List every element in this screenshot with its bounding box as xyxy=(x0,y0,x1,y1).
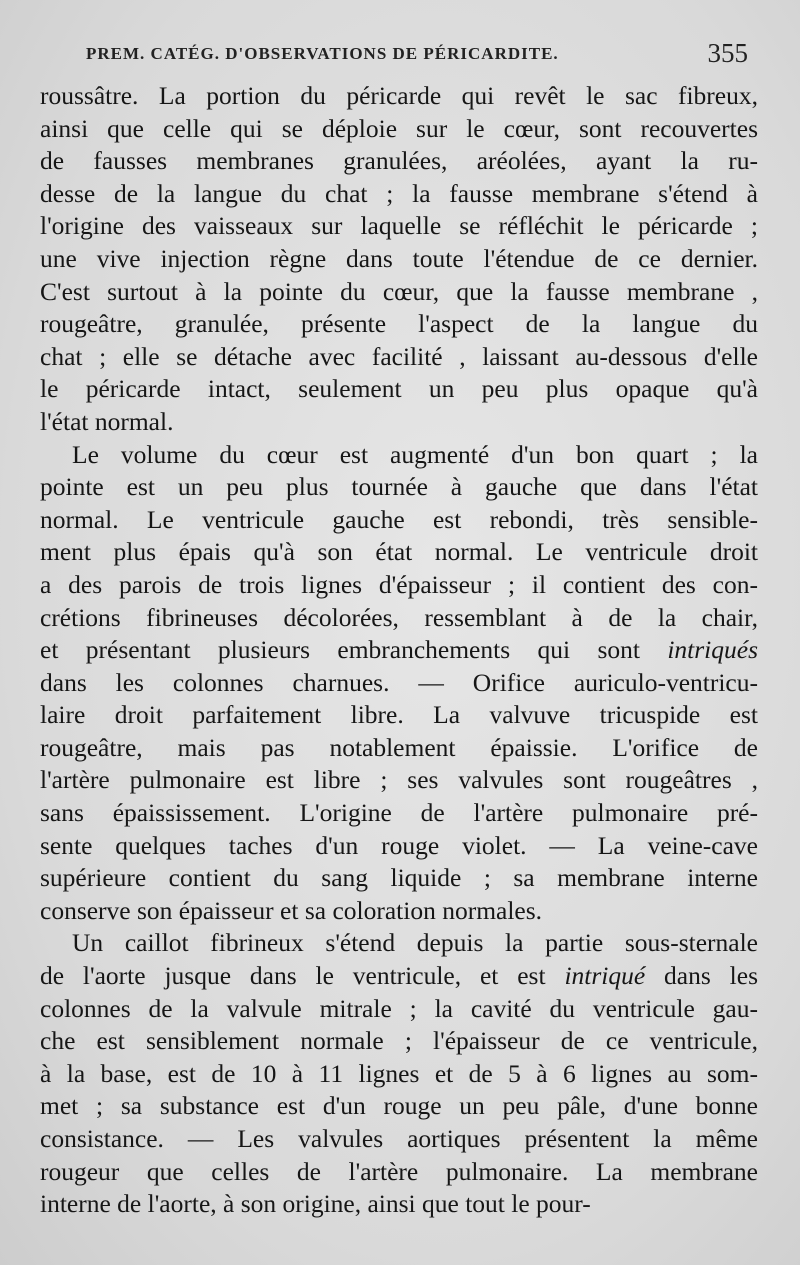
text-line: ainsi que celle qui se déploie sur le cœur, sont recouvertes xyxy=(40,113,758,143)
text-line: Un caillot fibrineux s'étend depuis la partie sous-sternale xyxy=(72,928,758,958)
text-line: sente quelques taches d'un rouge violet. — La veine-cave xyxy=(40,830,758,860)
text-line: roussâtre. La portion du péricarde qui revêt le sac fibreux, xyxy=(40,81,758,110)
text-line: rougeâtre, granulée, présente l'aspect de la langue du xyxy=(40,309,758,339)
text-line: C'est surtout à la pointe du cœur, que la fausse membrane , xyxy=(40,276,758,306)
text-line: l'artère pulmonaire est libre ; ses valvules sont rougeâtres , xyxy=(40,765,758,795)
text-line: de l'aorte jusque dans le ventricule, et est intriqué dans les xyxy=(40,961,758,991)
text-line: ment plus épais qu'à son état normal. Le ventricule droit xyxy=(40,537,758,567)
running-head: PREM. CATÉG. D'OBSERVATIONS DE PÉRICARDITE. xyxy=(86,44,559,63)
body-text xyxy=(40,80,758,1221)
text-line: rougeâtre, mais pas notablement épaissie. L'orifice de xyxy=(40,732,758,762)
text-line: l'origine des vaisseaux sur laquelle se réfléchit le péricarde ; xyxy=(40,211,758,241)
text-line: à la base, est de 10 à 11 lignes et de 5 à 6 lignes au som- xyxy=(40,1058,758,1088)
text-line: met ; sa substance est d'un rouge un peu pâle, d'une bonne xyxy=(40,1091,758,1121)
text-line: rougeur que celles de l'artère pulmonaire. La membrane xyxy=(40,1156,758,1186)
text-line: et présentant plusieurs embranchements qui sont intriqués xyxy=(40,635,758,665)
text-line: une vive injection règne dans toute l'étendue de ce dernier. xyxy=(40,243,758,273)
text-line: crétions fibrineuses décolorées, ressemblant à de la chair, xyxy=(40,602,758,632)
text-line: supérieure contient du sang liquide ; sa membrane interne xyxy=(40,863,758,893)
text-line: l'état normal. xyxy=(40,406,174,436)
text-line: Le volume du cœur est augmenté d'un bon quart ; la xyxy=(72,439,758,469)
text-line: a des parois de trois lignes d'épaisseur ; il contient des con- xyxy=(40,569,758,599)
text-line: le péricarde intact, seulement un peu plus opaque qu'à xyxy=(40,374,758,404)
text-line: laire droit parfaitement libre. La valvuve tricuspide est xyxy=(40,700,758,730)
text-line: che est sensiblement normale ; l'épaisseur de ce ventricule, xyxy=(40,1026,758,1056)
text-line: desse de la langue du chat ; la fausse membrane s'étend à xyxy=(40,178,758,208)
text-line: dans les colonnes charnues. — Orifice auriculo-ventricu- xyxy=(40,667,758,697)
paragraph xyxy=(40,80,758,439)
text-line: de fausses membranes granulées, aréolées, ayant la ru- xyxy=(40,146,758,176)
text-line: interne de l'aorte, à son origine, ainsi que tout le pour- xyxy=(40,1189,591,1219)
text-line: conserve son épaisseur et sa coloration normales. xyxy=(40,895,543,925)
paragraph xyxy=(40,927,758,1220)
text-line: consistance. — Les valvules aortiques présentent la même xyxy=(40,1124,758,1153)
text-line: normal. Le ventricule gauche est rebondi, très sensible- xyxy=(40,504,758,534)
page-header xyxy=(86,38,756,72)
text-line: chat ; elle se détache avec facilité , laissant au-dessous d'elle xyxy=(40,341,758,371)
page-number: 355 xyxy=(707,38,748,68)
paragraph xyxy=(40,439,758,928)
text-line: sans épaississement. L'origine de l'artère pulmonaire pré- xyxy=(40,798,758,828)
text-line: pointe est un peu plus tournée à gauche que dans l'état xyxy=(40,472,758,502)
text-line: colonnes de la valvule mitrale ; la cavité du ventricule gau- xyxy=(40,993,758,1023)
